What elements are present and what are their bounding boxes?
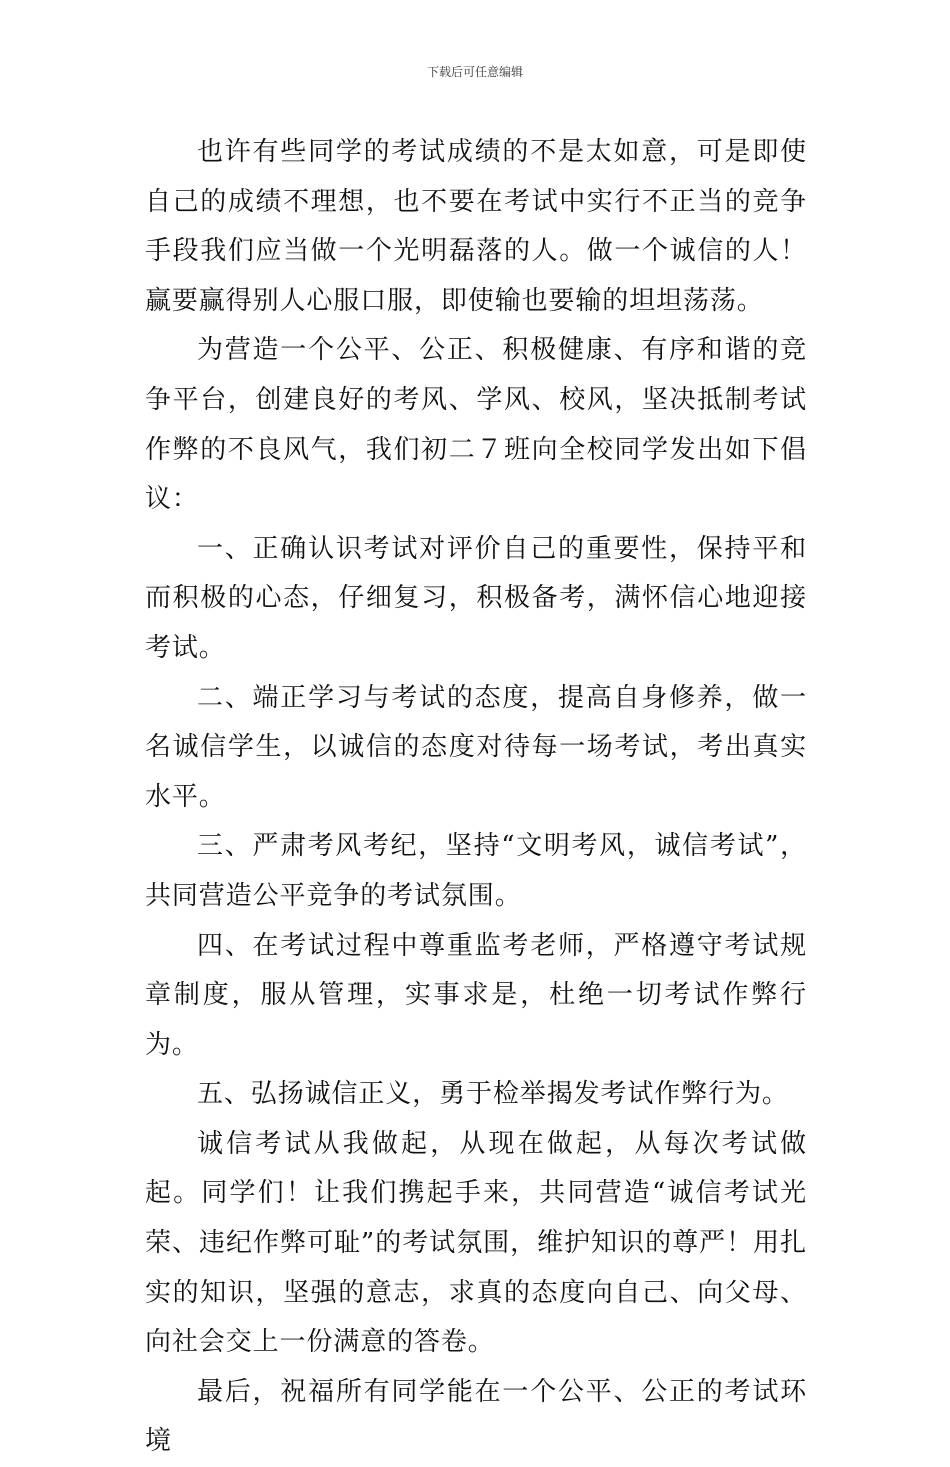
paragraph-proposal-4: 四、在考试过程中尊重监考老师，严格遵守考试规章制度，服从管理，实事求是，杜绝一切考试作弊行为。 xyxy=(145,930,807,1060)
paragraph-closing: 最后，祝福所有同学能在一个公平、公正的考试环境 xyxy=(145,1376,807,1457)
page-header: 下载后可任意编辑 xyxy=(426,65,523,79)
paragraph-call-to-action: 诚信考试从我做起，从现在做起，从每次考试做起。同学们！让我们携起手来，共同营造“诚信考试光荣、违纪作弊可耻”的考试氛围，维护知识的尊严！用扎实的知识，坚强的意志，求真的态度向自己、向父母、向社会交上一份满意的答卷。 xyxy=(145,1128,807,1358)
paragraph-integrity-intro: 也许有些同学的考试成绩的不是太如意，可是即使自己的成绩不理想，也不要在考试中实行不正当的竞争手段我们应当做一个光明磊落的人。做一个诚信的人！赢要赢得别人心服口服，即使输也要输的坦坦荡荡。 xyxy=(145,137,807,316)
paragraph-proposal-2: 二、端正学习与考试的态度，提高自身修养，做一名诚信学生，以诚信的态度对待每一场考试，考出真实水平。 xyxy=(145,682,807,812)
paragraph-proposal-5: 五、弘扬诚信正义，勇于检举揭发考试作弊行为。 xyxy=(197,1079,789,1110)
paragraph-proposal-1: 一、正确认识考试对评价自己的重要性，保持平和而积极的心态，仔细复习，积极备考，满怀信心地迎接考试。 xyxy=(145,533,807,663)
paragraph-proposal-intro: 为营造一个公平、公正、积极健康、有序和谐的竞争平台，创建良好的考风、学风、校风，坚决抵制考试作弊的不良风气，我们初二７班向全校同学发出如下倡议： xyxy=(145,335,807,515)
document-body xyxy=(145,128,807,1467)
paragraph-proposal-3: 三、严肃考风考纪，坚持“文明考风，诚信考试”，共同营造公平竞争的考试氛围。 xyxy=(145,831,807,911)
